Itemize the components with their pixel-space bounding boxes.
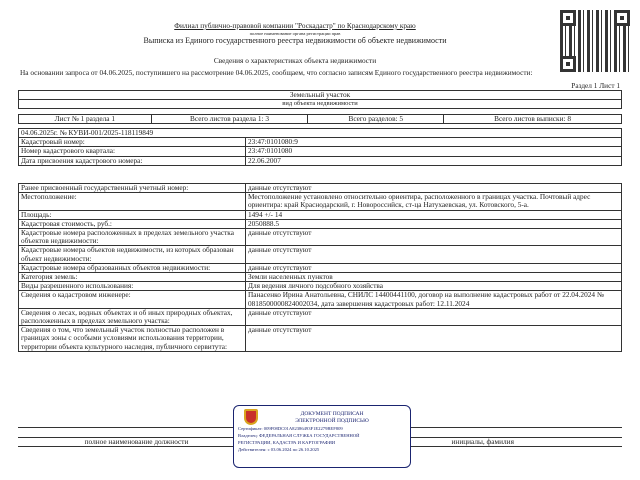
document-title: Выписка из Единого государственного реестра недвижимости об объекте недвижимости — [143, 36, 447, 45]
stamp-line2: ЭЛЕКТРОННОЙ ПОДПИСЬЮ — [295, 418, 369, 424]
table-row — [19, 210, 622, 219]
table-row — [19, 291, 622, 308]
coat-of-arms-icon — [244, 409, 258, 425]
row-value: Земли населенных пунктов — [246, 273, 622, 282]
row-label: Кадастровые номера образованных объектов недвижимости: — [19, 263, 246, 272]
row-label: Виды разрешенного использования: — [19, 282, 246, 291]
row-label: Категория земель: — [19, 273, 246, 282]
section-label: Раздел 1 Лист 1 — [571, 81, 620, 90]
table-row — [19, 147, 622, 156]
row-value: 22.06.2007 — [246, 156, 622, 165]
row-label: Дата присвоения кадастрового номера: — [19, 156, 246, 165]
stamp-line1: ДОКУМЕНТ ПОДПИСАН — [300, 411, 364, 417]
row-value: 23:47:0101080 — [246, 147, 622, 156]
row-value: 23:47:0101080:9 — [246, 138, 622, 147]
table-row — [19, 156, 622, 165]
row-label: Кадастровые номера объектов недвижимости, из которых образован объект недвижимости: — [19, 246, 246, 263]
doc-number: 04.06.2025г. № КУВИ-001/2025-118119849 — [19, 129, 622, 138]
row-value: данные отсутствуют — [246, 308, 622, 325]
stamp-owner2: РЕГИСТРАЦИИ, КАДАСТРА И КАРТОГРАФИИ — [238, 440, 336, 445]
object-type-caption: вид объекта недвижимости — [19, 100, 622, 109]
row-label: Кадастровые номера расположенных в пределах земельного участка объектов недвижимости: — [19, 229, 246, 246]
details-table — [18, 183, 622, 352]
row-value: данные отсутствуют — [246, 326, 622, 352]
stamp-cert: Сертификат: 009F08DC01A82386493F1E2279BEF809 — [238, 426, 343, 431]
name-caption: инициалы, фамилия — [343, 438, 622, 447]
row-label: Кадастровый номер: — [19, 138, 246, 147]
stamp-owner: Владелец: ФЕДЕРАЛЬНАЯ СЛУЖБА ГОСУДАРСТВЕННОЙ — [238, 433, 360, 438]
intro-text: На основании запроса от 04.06.2025, поступившего на рассмотрение 04.06.2025, сообщаем, что согласно записям Единого государственного реестра недвижимости: — [20, 68, 533, 77]
position-caption: полное наименование должности — [18, 438, 255, 447]
table-row — [19, 326, 622, 352]
row-value: 1494 +/- 14 — [246, 210, 622, 219]
row-label: Номер кадастрового квартала: — [19, 147, 246, 156]
row-value: данные отсутствуют — [246, 246, 622, 263]
table-row — [19, 193, 622, 210]
table-row — [19, 308, 622, 325]
row-value: Панасенко Ирина Анатольевна, СНИЛС 14400441100, договор на выполнение кадастровых работ от 22.04.2024 № 0818500000824002034, дата завершения кадастровых работ: 12.11.2024 — [246, 291, 622, 308]
org-caption: полное наименование органа регистрации прав — [249, 31, 341, 36]
document-subtitle: Сведения о характеристиках объекта недвижимости — [213, 56, 377, 65]
electronic-signature-stamp — [233, 405, 411, 468]
object-type-table — [18, 90, 622, 109]
row-label: Сведения о лесах, водных объектах и об иных природных объектах, расположенных в пределах земельного участка: — [19, 308, 246, 325]
table-row — [19, 246, 622, 263]
row-value: Для ведения личного подсобного хозяйства — [246, 282, 622, 291]
sheets-in-section: Всего листов раздела 1: 3 — [151, 115, 308, 124]
org-name: Филиал публично-правовой компании "Роскадастр" по Краснодарскому краю — [174, 21, 416, 30]
row-value: данные отсутствуют — [246, 263, 622, 272]
row-label: Площадь: — [19, 210, 246, 219]
sheets-table — [18, 114, 622, 124]
ids-table — [18, 128, 622, 166]
row-value: данные отсутствуют — [246, 184, 622, 193]
row-label: Сведения о том, что земельный участок полностью расположен в границах зоны с особыми условиями использования территории, территории объекта культурного наследия, публичного сервитута: — [19, 326, 246, 352]
row-label: Сведения о кадастровом инженере: — [19, 291, 246, 308]
sheets-total: Всего листов выписки: 8 — [444, 115, 622, 124]
row-value: данные отсутствуют — [246, 229, 622, 246]
object-type: Земельный участок — [19, 91, 622, 100]
qr-code — [560, 10, 630, 72]
table-row — [19, 229, 622, 246]
row-label: Местоположение: — [19, 193, 246, 210]
sections-total: Всего разделов: 5 — [308, 115, 444, 124]
stamp-valid: Действителен: с 03.06.2024 по 26.10.2025 — [238, 447, 320, 452]
row-label: Ранее присвоенный государственный учетный номер: — [19, 184, 246, 193]
row-value: 2050888.5 — [246, 219, 622, 228]
row-label: Кадастровая стоимость, руб.: — [19, 219, 246, 228]
sheet-number: Лист № 1 раздела 1 — [19, 115, 152, 124]
row-value: Местоположение установлено относительно ориентира, расположенного в границах участка. Почтовый адрес ориентира: край Краснодарский, г. Новороссийск, ст-ца Натухаевская, ул. Котовского, 5-а. — [246, 193, 622, 210]
